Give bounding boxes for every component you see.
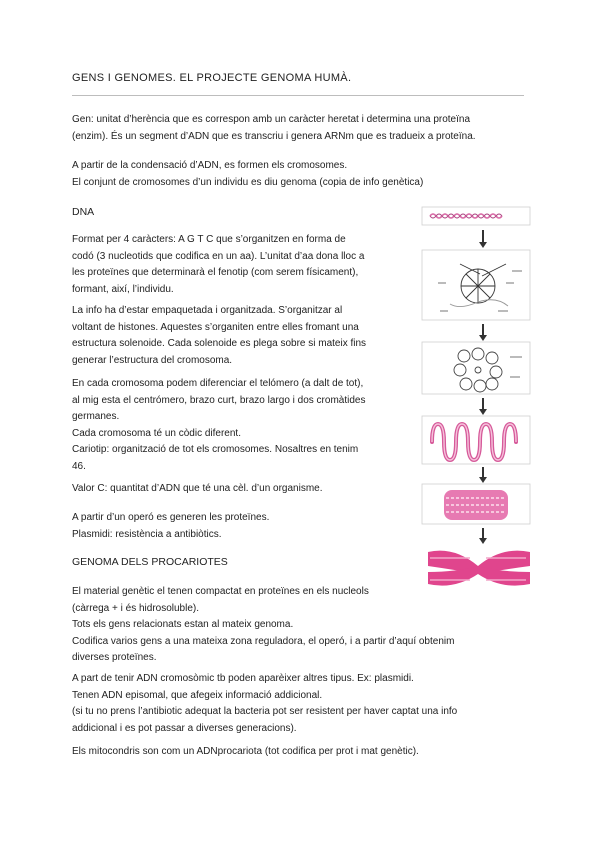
text-line: En cada cromosoma podem diferenciar el telómero (a dalt de tot), (72, 378, 364, 389)
text-line: (càrrega + i és hidrosoluble). (72, 602, 200, 614)
text-line: Valor C: quantitat d’ADN que té una cèl. d’un organisme. (72, 483, 323, 494)
text-line: (si tu no prens l’antibiotic adequat la bacteria pot ser resistent per haver captat una info (72, 706, 458, 717)
down-arrow (479, 528, 487, 544)
chromosome-intro (72, 158, 423, 191)
prokaryotes-heading: GENOMA DELS PROCARIOTES (72, 556, 228, 568)
text-line: les proteïnes que determinarà el fenotip (com serem físicament), (72, 267, 359, 278)
text-line: El conjunt de cromosomes d’un individu es diu genoma (copia de info genètica) (72, 176, 424, 188)
text-line: codó (3 nucleotids que codifica en un aa). L’unitat d’aa dona lloc a (72, 250, 365, 262)
panel-border (422, 250, 530, 320)
text-line: estructura solenoide. Cada solenoide es plega sobre si mateix fins (72, 338, 367, 349)
panel-border (422, 207, 530, 225)
dna-paragraph-4 (72, 481, 323, 498)
solenoid-diagram (454, 348, 502, 392)
text-line: generar l’estructura del cromosoma. (72, 354, 233, 366)
text-line: A part de tenir ADN cromosòmic tb poden aparèixer altres tipus. Ex: plasmidi. (72, 673, 414, 684)
text-line: A partir d’un operó es generen les proteïnes. (72, 512, 270, 523)
title-divider (72, 95, 524, 96)
text-line: 46. (72, 460, 86, 472)
figure-label-marks (438, 270, 522, 312)
text-line: diverses proteïnes. (72, 652, 157, 663)
nucleosome-diagram (450, 264, 508, 307)
text-line: Tenen ADN episomal, que afegeix informació addicional. (72, 689, 323, 701)
text-line: Codifica varios gens a una mateixa zona reguladora, el operó, i a partir d’aquí obtenim (72, 635, 455, 647)
prokaryotes-paragraph-3 (72, 744, 419, 761)
text-line: Els mitocondris son com un ADNprocariota (tot codifica per prot i mat genètic). (72, 746, 419, 757)
dna-paragraph-2 (72, 303, 366, 369)
chromatin-condensation-figure (420, 206, 532, 598)
down-arrow (479, 398, 487, 415)
text-line: al mig esta el centrómero, brazo curt, brazo largo i dos cromàtides (72, 394, 366, 406)
down-arrow (479, 467, 487, 483)
prokaryotes-paragraph-1 (72, 584, 454, 667)
dna-heading: DNA (72, 206, 95, 218)
down-arrow (479, 324, 487, 341)
page-title: GENS I GENOMES. EL PROJECTE GENOMA HUMÀ. (72, 72, 352, 84)
chromosome-diagram (428, 551, 530, 586)
dna-paragraph-1 (72, 232, 364, 298)
text-line: formant, així, l’individu. (72, 283, 174, 295)
dna-paragraph-5 (72, 510, 269, 543)
text-line: La info ha d’estar empaquetada i organitzada. S’organitzar al (72, 305, 343, 316)
text-line: Format per 4 caràcters: A G T C que s’organitzen en forma de (72, 234, 346, 245)
dna-paragraph-3 (72, 376, 365, 475)
text-line: El material genètic el tenen compactat en proteïnes en els nucleols (72, 586, 369, 597)
prokaryotes-paragraph-2 (72, 671, 457, 737)
text-line: Tots els gens relacionats estan al mateix genoma. (72, 619, 294, 630)
text-line: Cada cromosoma té un còdic diferent. (72, 427, 241, 439)
text-line: voltant de histones. Aquestes s’organiten entre elles fromant una (72, 321, 359, 333)
text-line: A partir de la condensació d’ADN, es formen els cromosomes. (72, 160, 348, 171)
figure-label-marks (510, 356, 522, 378)
text-line: germanes. (72, 411, 120, 422)
text-line: Gen: unitat d’herència que es correspon amb un caràcter heretat i determina una proteïna (72, 114, 471, 125)
condensed-chromatin (444, 490, 508, 520)
gene-definition (72, 112, 476, 145)
text-line: addicional i es pot passar a diverses generacions). (72, 722, 297, 734)
down-arrow (479, 230, 487, 248)
text-line: Plasmidi: resistència a antibiòtics. (72, 528, 222, 540)
text-line: (enzim). És un segment d’ADN que es transcriu i genera ARNm que es tradueix a proteïna. (72, 130, 476, 142)
text-line: Cariotip: organització de tot els cromosomes. Nosaltres en tenim (72, 444, 359, 455)
